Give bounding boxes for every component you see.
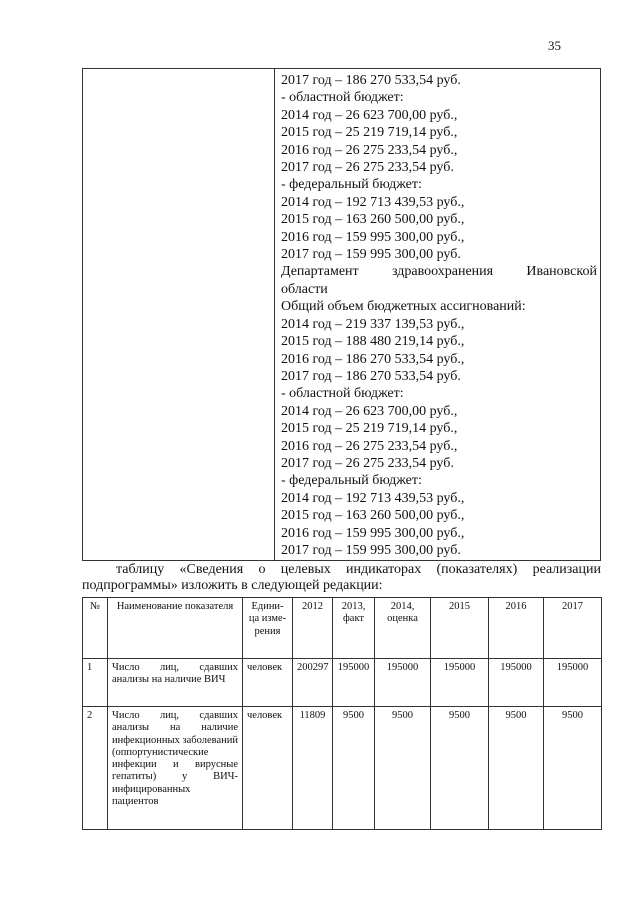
funding-line: 2016 год – 26 275 233,54 руб., [281,142,458,158]
funding-line: - федеральный бюджет: [281,177,422,193]
intro-line: таблицу «Сведения о целевых индикаторах (показателях) реализации [116,562,601,577]
cell-num: 2 [83,707,108,830]
cell-unit: человек [243,659,293,707]
header-2014: 2014, оценка [375,598,431,659]
funding-text [281,72,597,559]
funding-line: 2014 год – 26 623 700,00 руб., [281,403,458,419]
funding-line: 2014 год – 219 337 139,53 руб., [281,316,465,332]
header-2016: 2016 [489,598,544,659]
cell-2015: 195000 [431,659,489,707]
cell-2014: 9500 [375,707,431,830]
header-unit: Едини-ца изме-рения [243,598,293,659]
indicator-table [82,597,602,830]
table-row [83,707,602,830]
table-header-row [83,598,602,659]
funding-line: 2015 год – 188 480 219,14 руб., [281,334,465,350]
funding-table [82,68,601,561]
header-2013: 2013, факт [333,598,375,659]
funding-line: 2015 год – 163 260 500,00 руб., [281,508,465,524]
header-num: № [83,598,108,659]
intro-paragraph [82,562,601,594]
funding-line: 2017 год – 26 275 233,54 руб. [281,160,454,176]
cell-2012: 200297 [293,659,333,707]
cell-num: 1 [83,659,108,707]
funding-line: 2015 год – 163 260 500,00 руб., [281,212,465,228]
funding-line: 2014 год – 192 713 439,53 руб., [281,490,465,506]
header-2012: 2012 [293,598,333,659]
funding-line: 2016 год – 26 275 233,54 руб., [281,438,458,454]
department-line [281,263,597,280]
funding-line: 2016 год – 186 270 533,54 руб., [281,351,465,367]
header-2017: 2017 [544,598,602,659]
cell-name: Число лиц, сдавших анализы на наличие ВИЧ [108,659,243,707]
department-word: здравоохранения [391,264,494,280]
cell-2013: 195000 [333,659,375,707]
cell-2013: 9500 [333,707,375,830]
cell-2017: 195000 [544,659,602,707]
intro-line: подпрограммы» изложить в следующей редакции: [82,578,383,593]
funding-line: - областной бюджет: [281,90,404,106]
funding-line: 2017 год – 26 275 233,54 руб. [281,455,454,471]
cell-2015: 9500 [431,707,489,830]
funding-line: 2015 год – 25 219 719,14 руб., [281,125,458,141]
cell-2017: 9500 [544,707,602,830]
funding-line: 2016 год – 159 995 300,00 руб., [281,229,465,245]
funding-line: Общий объем бюджетных ассигнований: [281,299,526,315]
cell-unit: человек [243,707,293,830]
department-tail: области [281,281,328,297]
funding-line: 2014 год – 192 713 439,53 руб., [281,194,465,210]
column-divider [274,69,275,560]
cell-2014: 195000 [375,659,431,707]
cell-name: Число лиц, сдавших анализы на наличие инфекционных заболеваний (оппортунистические инфекции и вирусные гепатиты) у ВИЧ-инфицированных пациентов [108,707,243,830]
funding-line: 2015 год – 25 219 719,14 руб., [281,421,458,437]
funding-line: 2017 год – 186 270 533,54 руб. [281,368,461,384]
cell-2016: 195000 [489,659,544,707]
funding-line: 2017 год – 186 270 533,54 руб. [281,73,461,88]
funding-line: 2017 год – 159 995 300,00 руб. [281,542,461,558]
funding-line: - федеральный бюджет: [281,473,422,489]
header-2015: 2015 [431,598,489,659]
cell-2016: 9500 [489,707,544,830]
header-name: Наименование показателя [108,598,243,659]
funding-line: 2014 год – 26 623 700,00 руб., [281,107,458,123]
funding-line: - областной бюджет: [281,386,404,402]
cell-2012: 11809 [293,707,333,830]
page-number: 35 [548,38,561,53]
department-word: Ивановской [526,264,597,280]
funding-line: 2016 год – 159 995 300,00 руб., [281,525,465,541]
department-word: Департамент [281,264,359,280]
table-row [83,659,602,707]
funding-line: 2017 год – 159 995 300,00 руб. [281,247,461,263]
